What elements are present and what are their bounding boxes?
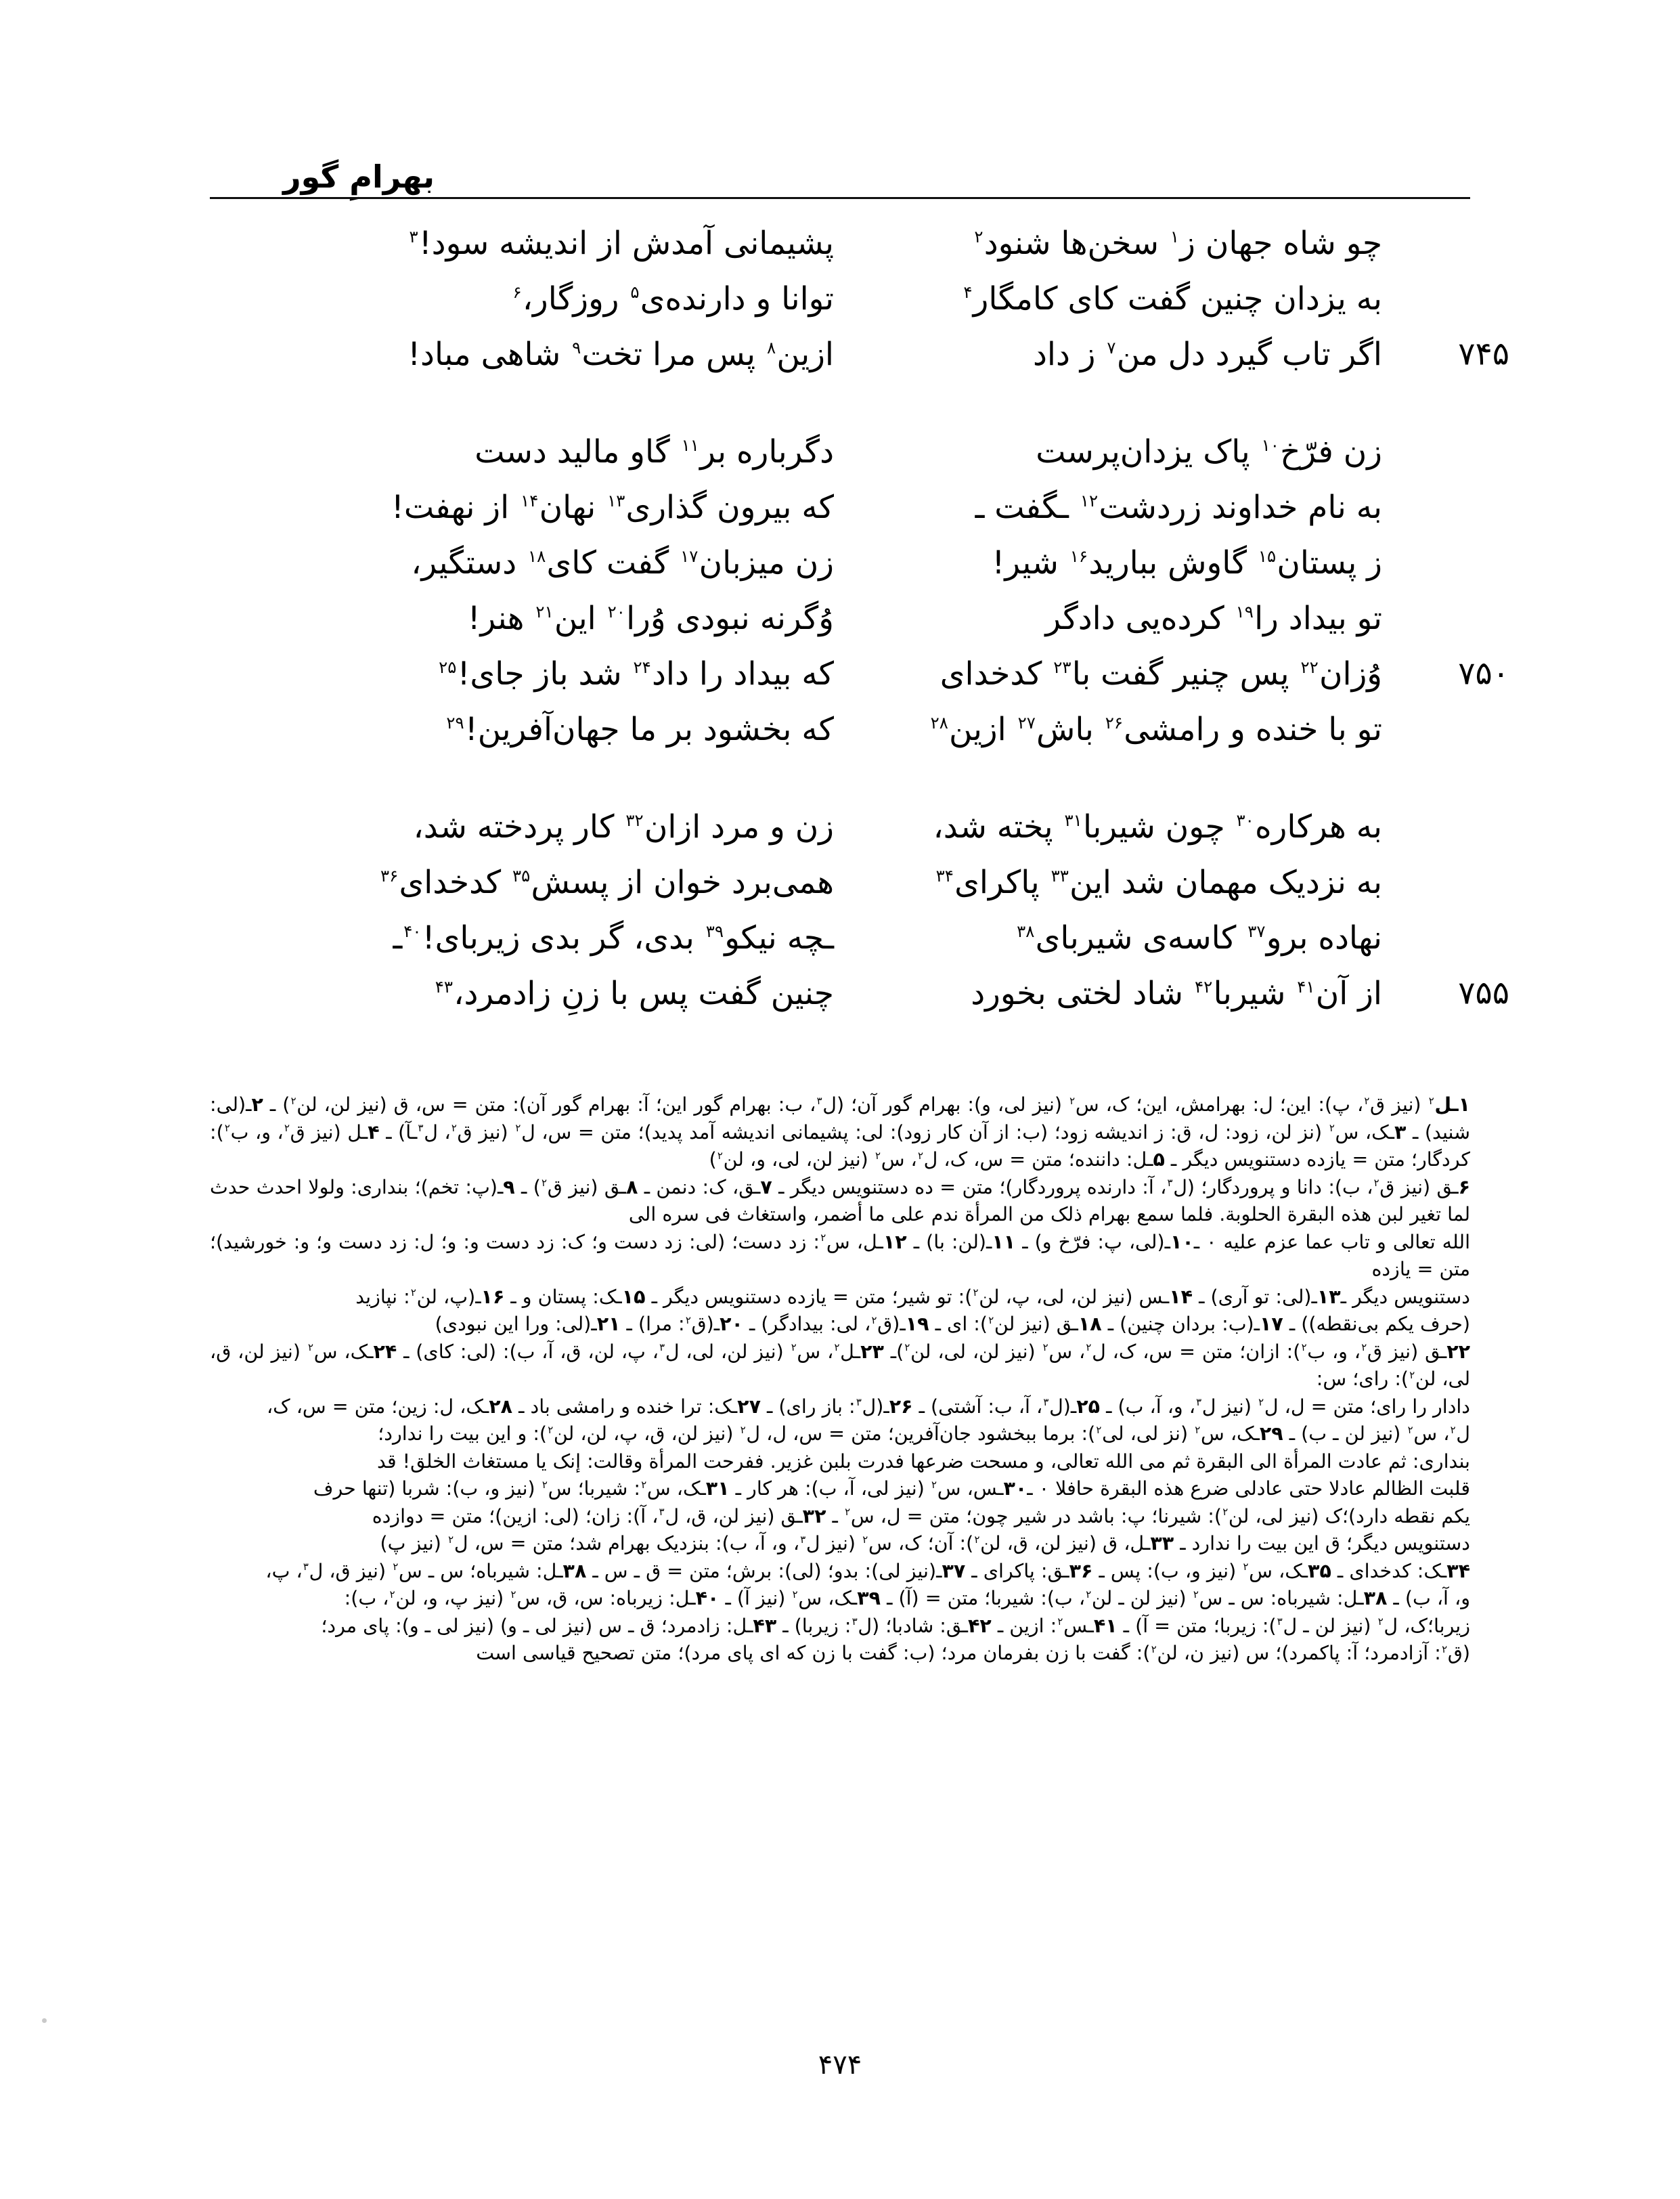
- hemistich-text: ازین$^۸$ پس مرا تخت$^۹$ شاهی مباد!: [407, 335, 834, 373]
- apparatus-line: (حرف یکم بی‌نقطه)) ـ ۱۷ـ(ب: بردان چنین) ـ ۱۸ـق (نیز لن$^۲$): ای ـ ۱۹ـ(ق$^۲$، لی: بیدادگر) ـ ۲۰ـ(ق$^۲$: مرا) ـ ۲۱ـ(لی: ورا این نبودی): [435, 1313, 1470, 1335]
- verse-line: [210, 799, 1470, 854]
- running-head-title: بهرامِ گور: [283, 158, 435, 195]
- critical-apparatus: [210, 1091, 1470, 1668]
- hemistich-first: [851, 854, 1470, 910]
- verse-line: [210, 424, 1470, 479]
- hemistich-second: [296, 701, 851, 757]
- apparatus-line: و، آ، ب) ـ ۳۸ـل: شیرباه: س ـ س$^۲$ (نیز لن ـ لن$^۲$، ب): شیربا؛ متن = (آ) ـ ۳۹ـک، س$^۲$ (نیز آ) ـ ۴۰ـل: زیرباه: س، ق، س$^۲$ (نیز پ، و، لن$^۲$، ب):: [344, 1587, 1470, 1609]
- apparatus-line: یکم نقطه دارد)؛ک (نیز لی، لن$^۲$): شیرنا؛ پ: باشد در شیر چون؛ متن = ل، س$^۲$ ـ ۳۲ـق (نیز لن، ق، ل$^۳$، آ): زان؛ (لی: ازین)؛ متن = دوازده: [372, 1504, 1470, 1527]
- hemistich-text: زن و مرد ازان$^{۳۲}$ کار پردخته شد،: [413, 808, 834, 846]
- hemistich-first: [851, 965, 1509, 1021]
- hemistich-second: [296, 271, 851, 326]
- hemistich-text: تو بیداد را$^{۱۹}$ کرده‌یی دادگر: [1045, 599, 1382, 637]
- hemistich-first: [851, 479, 1470, 535]
- hemistich-text: دگرباره بر$^{۱۱}$ گاو مالید دست: [474, 433, 834, 471]
- hemistich-second: [296, 854, 851, 910]
- verse-line-number: ۷۵۰: [1458, 655, 1509, 693]
- verse-line: [210, 646, 1509, 701]
- hemistich-text: چنین گفت پس با زنِ زادمرد،$^{۴۳}$: [435, 974, 834, 1012]
- hemistich-text: ز پستان$^{۱۵}$ گاوش ببارید$^{۱۶}$ شیر!: [992, 544, 1382, 582]
- apparatus-line: دستنویس دیگر؛ ق این بیت را ندارد ـ ۳۳ـل، ق (نیز لن، ق، لن$^۲$): آن؛ ک، س$^۲$ (نیز ل$^۳$، و، آ، ب): بنزدیک بهرام شد؛ متن = س، ل$^۲$ (نیز پ): [380, 1532, 1470, 1554]
- hemistich-text: به نزدیک مهمان شد این$^{۳۳}$ پاکرای$^{۳۴}$: [935, 863, 1382, 901]
- apparatus-line: ۶ـق (نیز ق$^۲$، ب): دانا و پروردگار؛ (ل$^۳$، آ: دارنده پروردگار)؛ متن = ده دستنویس دیگر ـ ۷ـق، ک: دنمن ـ ۸ـق (نیز ق$^۲$) ـ ۹ـ(پ: تخم)؛ بنداری: ولولا احدث حدث لما تغیر لبن هذه البقرة الحلوبة. فلما سمع بهرام ذلک من المرأة ندم علی ما أضمر، واستغاث فی سره الی: [210, 1175, 1470, 1225]
- verse-line: [210, 271, 1470, 326]
- apparatus-line: زیربا؛ک، ل$^۲$ (نیز لن ـ ل$^۳$): زیربا؛ متن = آ) ـ ۴۱ـس$^۲$: ازین ـ ۴۲ـق: شادبا؛ (ل$^۳$: زیربا) ـ ۴۳ـل: زادمرد؛ ق ـ س (نیز لی ـ و) (نیز لی ـ و): پای مرد؛: [321, 1614, 1470, 1637]
- hemistich-second: [296, 424, 851, 479]
- hemistich-first: [851, 535, 1470, 590]
- hemistich-second: [296, 479, 851, 535]
- hemistich-first: [851, 646, 1509, 701]
- hemistich-first: [851, 590, 1470, 646]
- hemistich-text: که بیداد را داد$^{۲۴}$ شد باز جای!$^{۲۵}$: [439, 655, 834, 693]
- apparatus-line: الله تعالی و تاب عما عزم علیه ۰ ـ۱۰ـ(لی، پ: فرّخ و) ـ ۱۱ـ(لن: با) ـ ۱۲ـل، س$^۲$: زد دست؛ (لی: زد دست و؛ ک: زد دست و: و؛ ل: زد دست و؛ و: خورشید)؛ متن = یازده: [210, 1230, 1471, 1280]
- verse-line: [210, 590, 1470, 646]
- apparatus-line: ۱ـل$^۲$ (نیز ق$^۲$، پ): این؛ ل: بهرامش، این؛ ک، س$^۲$ (نیز لی، و): بهرام گور آن؛ (ل$^۳$، ب: بهرام گور این؛ آ: بهرام گور آن): متن = س، ق (نیز لن، لن$^۲$) ـ ۲ـ(لی: شنید) ـ ۳ـک، س$^۲$ (نز لن، زود: ل، ق: ز اندیشه زود؛ (ب: از آن کار زود): لی: پشیمانی اندیشه آمد پدید)؛ متن = س، ل$^۲$ (نیز ق$^۲$، ل$^۳$ـآ) ـ ۴ـل (نیز ق$^۲$، و، ب$^۲$): کردگار؛ متن = یازده دستنویس دیگر ـ ۵ـل: داننده؛ متن = س، ک، ل$^۲$، س$^۲$ (نیز لن، لی، و، لن$^۲$): [210, 1093, 1471, 1171]
- hemistich-first: [851, 271, 1470, 326]
- hemistich-text: که بیرون گذاری$^{۱۳}$ نهان$^{۱۴}$ از نهفت!: [391, 488, 834, 526]
- verse-line: [210, 215, 1470, 271]
- hemistich-second: [296, 646, 851, 701]
- verse-line: [210, 965, 1509, 1021]
- hemistich-text: پشیمانی آمدش از اندیشه سود!$^۳$: [409, 224, 834, 262]
- verse-stanza: [210, 424, 1509, 757]
- verse-line: [210, 479, 1470, 535]
- verse-line: [210, 701, 1470, 757]
- hemistich-first: [851, 326, 1509, 382]
- verse-stanza: [210, 799, 1509, 1021]
- hemistich-text: زن فرّخ$^{۱۰}$ پاک یزدان‌پرست: [1036, 433, 1382, 471]
- hemistich-text: توانا و دارنده‌ی$^۵$ روزگار،$^۶$: [512, 280, 834, 318]
- apparatus-line: قلبت الظالم عادلا حتی عادلی ضرع هذه البقرة حافلا ۰ ـ۳۰ـس، س$^۲$ (نیز لی، آ، ب): هر کار ـ ۳۱ـک، س$^۲$: شیربا؛ س$^۲$ (نیز و، ب): شربا (تنها حرف: [313, 1477, 1470, 1500]
- apparatus-line: ۲۲ـق (نیز ق$^۲$، و، ب$^۲$): ازان؛ متن = س، ک، ل$^۲$، س$^۲$ (نیز لن، لی، لن$^۲$)ـ ۲۳ـل$^۲$، س$^۲$ (نیز لن، لی، ل$^۳$، پ، لن، ق، آ، ب): (لی: کای) ـ ۲۴ـک، س$^۲$ (نیز لن، ق، لی، لن$^۲$): رای؛ س:: [210, 1340, 1471, 1390]
- verse-area: [210, 215, 1509, 1021]
- header-rule: [210, 197, 1470, 199]
- hemistich-text: همی‌برد خوان از پسش$^{۳۵}$ کدخدای$^{۳۶}$: [380, 863, 834, 901]
- hemistich-first: [851, 424, 1470, 479]
- hemistich-second: [296, 799, 851, 854]
- apparatus-line: دادار را رای؛ متن = ل، ل$^۲$ (نیز ل$^۳$، و، آ، ب) ـ ۲۵ـ(ل$^۳$، آ، ب: آشتی) ـ ۲۶ـ(ل$^۳$: باز رای) ـ ۲۷ـک: ترا خنده و رامشی باد ـ ۲۸ـک، ل: زین؛ متن = س، ک،: [266, 1395, 1470, 1418]
- verse-line: [210, 910, 1470, 965]
- hemistich-second: [296, 965, 851, 1021]
- hemistich-text: وُگرنه نبودی وُرا$^{۲۰}$ این$^{۲۱}$ هنر!: [467, 599, 834, 637]
- apparatus-line: بنداری: ثم عادت المرأة الی البقرة ثم می الله تعالی، و مسحت ضرعها فدرت بلبن غزیر. ففرحت المرأة وقالت: إنک یا مستغاث الخلق! قد: [377, 1450, 1470, 1473]
- hemistich-text: ـچه نیکو$^{۳۹}$ بدی، گر بدی زیربای!$^{۴۰}$ـ: [393, 919, 834, 957]
- hemistich-text: چو شاه جهان ز$^۱$ سخن‌ها شنود$^۲$: [974, 224, 1382, 262]
- page-header: [210, 129, 1470, 210]
- hemistich-second: [296, 535, 851, 590]
- hemistich-text: از آن$^{۴۱}$ شیربا$^{۴۲}$ شاد لختی بخورد: [971, 974, 1382, 1012]
- hemistich-text: به نام خداوند زردشت$^{۱۲}$ ـگفت ـ: [975, 488, 1382, 526]
- page-number: ۴۷۴: [818, 2049, 862, 2081]
- hemistich-text: نهاده برو$^{۳۷}$ کاسه‌ی شیربای$^{۳۸}$: [1017, 919, 1382, 957]
- verse-line-number: ۷۴۵: [1458, 335, 1509, 373]
- hemistich-second: [296, 590, 851, 646]
- hemistich-first: [851, 215, 1470, 271]
- scan-artifact-dot: [42, 2018, 47, 2023]
- apparatus-line: (ق$^۲$: آزادمرد؛ آ: پاکمرد)؛ س (نیز ن، لن$^۲$): گفت با زن بفرمان مرد؛ (ب: گفت با زن که ای پای مرد)؛ متن تصحیح قیاسی است: [476, 1642, 1470, 1664]
- verse-line: [210, 326, 1509, 382]
- verse-line-number: ۷۵۵: [1458, 974, 1509, 1012]
- hemistich-second: [296, 215, 851, 271]
- hemistich-second: [296, 326, 851, 382]
- hemistich-text: که بخشود بر ما جهان‌آفرین!$^{۲۹}$: [446, 710, 834, 748]
- verse-stanza: [210, 215, 1509, 382]
- apparatus-line: دستنویس دیگر ـ۱۳ـ(لی: تو آری) ـ ۱۴ـس (نیز لن، لی، پ، لن$^۲$): تو شیر؛ متن = یازده دستنویس دیگر ـ ۱۵ـک: پستان و ـ ۱۶ـ(پ، لن$^۲$: نپازید: [355, 1285, 1470, 1308]
- hemistich-first: [851, 910, 1470, 965]
- hemistich-text: به هرکاره$^{۳۰}$ چون شیربا$^{۳۱}$ پخته شد،: [933, 808, 1382, 846]
- hemistich-text: وُزان$^{۲۲}$ پس چنیر گفت با$^{۲۳}$ کدخدای: [940, 655, 1382, 693]
- apparatus-line: ل$^۲$، س$^۲$ (نیز لن ـ ب) ـ ۲۹ـک، س$^۲$ (نز لی، لی$^۲$): برما ببخشود جان‌آفرین؛ متن = س، ل، ل$^۲$ (نیز لن، ق، پ، لن، لن$^۲$): و این بیت را ندارد؛: [378, 1422, 1470, 1445]
- hemistich-text: تو با خنده و رامشی$^{۲۶}$ باش$^{۲۷}$ ازین$^{۲۸}$: [930, 710, 1382, 748]
- hemistich-first: [851, 701, 1470, 757]
- hemistich-text: زن میزبان$^{۱۷}$ گفت کای$^{۱۸}$ دستگیر،: [411, 544, 834, 582]
- hemistich-text: به یزدان چنین گفت کای کامگار$^۴$: [963, 280, 1382, 318]
- apparatus-line: ۳۴ـک: کدخدای ـ ۳۵ـک، س$^۲$ (نیز و، ب): پس ـ ۳۶ـق: پاکرای ـ ۳۷ـ(نیز لی): بدو؛ (لی): برش؛ متن = ق ـ س ـ ۳۸ـل: شیرباه؛ س ـ س$^۲$ (نیز ق، ل$^۳$، پ،: [265, 1559, 1470, 1582]
- hemistich-first: [851, 799, 1470, 854]
- verse-line: [210, 854, 1470, 910]
- verse-line: [210, 535, 1470, 590]
- hemistich-text: اگر تاب گیرد دل من$^۷$ ز داد: [1032, 335, 1382, 373]
- hemistich-second: [296, 910, 851, 965]
